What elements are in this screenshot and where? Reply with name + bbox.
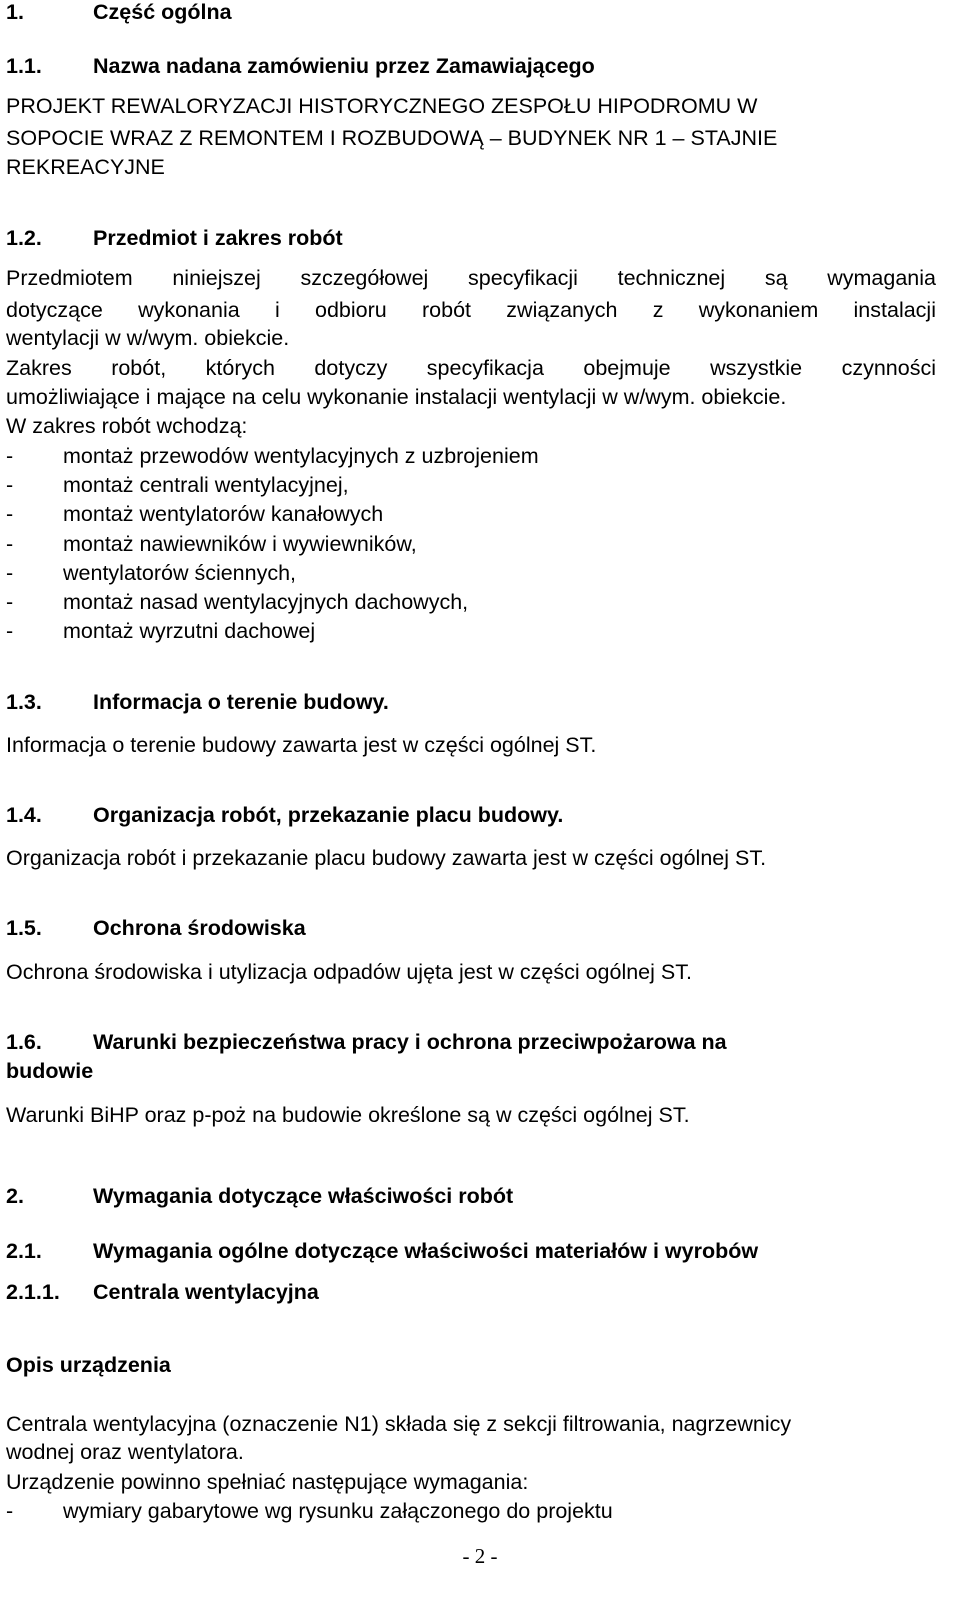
section-number: 1.4. xyxy=(6,803,42,827)
subheading: Opis urządzenia xyxy=(6,1353,171,1377)
section-number: 1. xyxy=(6,0,24,24)
paragraph-line: umożliwiające i mające na celu wykonanie instalacji wentylacji w w/wym. obiekcie. xyxy=(6,385,787,409)
paragraph-line: dotyczące wykonania i odbioru robót związanych z wykonaniem instalacji xyxy=(6,298,936,322)
list-item: wentylatorów ściennych, xyxy=(63,561,297,585)
paragraph-line: Informacja o terenie budowy zawarta jest w części ogólnej ST. xyxy=(6,733,597,757)
paragraph-line: Zakres robót, których dotyczy specyfikacja obejmuje wszystkie czynności xyxy=(6,356,936,380)
section-title-continued: budowie xyxy=(6,1059,94,1083)
list-dash: - xyxy=(6,502,14,526)
list-dash: - xyxy=(6,532,14,556)
order-name-line: REKREACYJNE xyxy=(6,155,165,179)
page-number: - 2 - xyxy=(462,1544,498,1568)
paragraph-line: wodnej oraz wentylatora. xyxy=(6,1440,244,1464)
section-number: 2.1. xyxy=(6,1239,42,1263)
list-item: montaż przewodów wentylacyjnych z uzbrojeniem xyxy=(63,444,539,468)
section-title: Wymagania dotyczące właściwości robót xyxy=(93,1184,514,1208)
section-title: Warunki bezpieczeństwa pracy i ochrona przeciwpożarowa na xyxy=(93,1030,727,1054)
section-number: 1.2. xyxy=(6,226,42,250)
section-number: 2. xyxy=(6,1184,24,1208)
list-item: montaż centrali wentylacyjnej, xyxy=(63,473,349,497)
paragraph-line: Organizacja robót i przekazanie placu budowy zawarta jest w części ogólnej ST. xyxy=(6,846,767,870)
section-number: 1.1. xyxy=(6,54,42,78)
section-title: Centrala wentylacyjna xyxy=(93,1280,319,1304)
order-name-line: PROJEKT REWALORYZACJI HISTORYCZNEGO ZESPOŁU HIPODROMU W xyxy=(6,94,758,118)
list-item: montaż nasad wentylacyjnych dachowych, xyxy=(63,590,469,614)
paragraph-line: Centrala wentylacyjna (oznaczenie N1) składa się z sekcji filtrowania, nagrzewnicy xyxy=(6,1412,792,1436)
section-number: 2.1.1. xyxy=(6,1280,60,1304)
section-title: Organizacja robót, przekazanie placu budowy. xyxy=(93,803,564,827)
list-item: montaż wyrzutni dachowej xyxy=(63,619,316,643)
list-item: montaż nawiewników i wywiewników, xyxy=(63,532,417,556)
list-dash: - xyxy=(6,590,14,614)
paragraph-line: Przedmiotem niniejszej szczegółowej specyfikacji technicznej są wymagania xyxy=(6,266,936,290)
section-title: Informacja o terenie budowy. xyxy=(93,690,389,714)
paragraph-line: wentylacji w w/wym. obiekcie. xyxy=(6,326,290,350)
section-title: Część ogólna xyxy=(93,0,232,24)
order-name-line: SOPOCIE WRAZ Z REMONTEM I ROZBUDOWĄ – BUDYNEK NR 1 – STAJNIE xyxy=(6,126,778,150)
list-intro: W zakres robót wchodzą: xyxy=(6,414,248,438)
list-dash: - xyxy=(6,473,14,497)
list-dash: - xyxy=(6,444,14,468)
list-item: montaż wentylatorów kanałowych xyxy=(63,502,384,526)
list-item: wymiary gabarytowe wg rysunku załączonego do projektu xyxy=(63,1499,613,1523)
list-dash: - xyxy=(6,561,14,585)
list-dash: - xyxy=(6,619,14,643)
section-number: 1.5. xyxy=(6,916,42,940)
section-number: 1.6. xyxy=(6,1030,42,1054)
section-title: Przedmiot i zakres robót xyxy=(93,226,343,250)
section-title: Nazwa nadana zamówieniu przez Zamawiającego xyxy=(93,54,595,78)
paragraph-line: Urządzenie powinno spełniać następujące wymagania: xyxy=(6,1470,529,1494)
section-title: Wymagania ogólne dotyczące właściwości materiałów i wyrobów xyxy=(93,1239,759,1263)
paragraph-line: Warunki BiHP oraz p-poż na budowie określone są w części ogólnej ST. xyxy=(6,1103,690,1127)
section-title: Ochrona środowiska xyxy=(93,916,306,940)
section-number: 1.3. xyxy=(6,690,42,714)
paragraph-line: Ochrona środowiska i utylizacja odpadów ujęta jest w części ogólnej ST. xyxy=(6,960,692,984)
list-dash: - xyxy=(6,1499,14,1523)
